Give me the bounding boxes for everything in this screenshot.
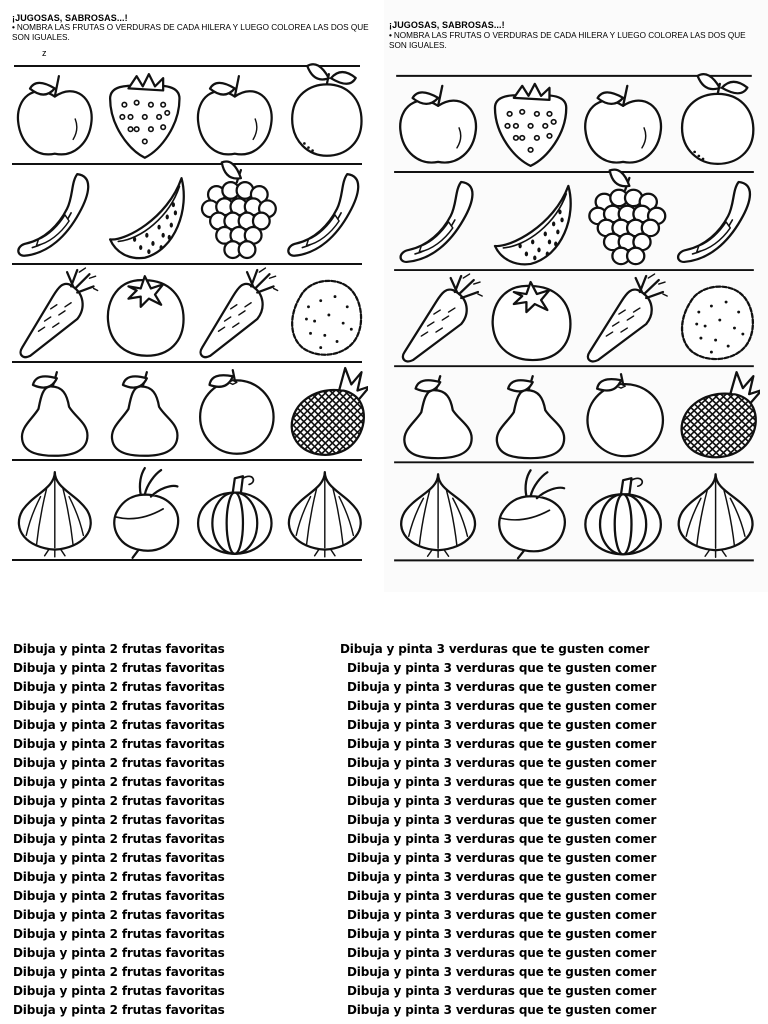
fruit-line: Dibuja y pinta 2 frutas favoritas	[13, 984, 225, 998]
worksheet-title: ¡JUGOSAS, SABROSAS...!	[12, 13, 128, 23]
vegetable-line: Dibuja y pinta 3 verduras que te gusten comer	[347, 832, 657, 846]
vegetable-line: Dibuja y pinta 3 verduras que te gusten comer	[347, 1003, 657, 1017]
apple-icon	[18, 76, 92, 154]
vegetable-line: Dibuja y pinta 3 verduras que te gusten comer	[347, 946, 657, 960]
pumpkin-icon	[198, 476, 271, 554]
grapes-icon	[202, 159, 276, 258]
watermelon-slice-icon	[495, 186, 571, 264]
apple-icon	[400, 86, 476, 163]
vegetable-line: Dibuja y pinta 3 verduras que te gusten comer	[347, 813, 657, 827]
vegetable-line: Dibuja y pinta 3 verduras que te gusten comer	[347, 756, 657, 770]
beet-icon	[114, 468, 178, 558]
potato-icon	[682, 287, 753, 359]
vegetable-line: Dibuja y pinta 3 verduras que te gusten comer	[347, 680, 657, 694]
vegetable-line: Dibuja y pinta 3 verduras que te gusten comer	[340, 642, 650, 656]
vegetable-line: Dibuja y pinta 3 verduras que te gusten comer	[347, 661, 657, 675]
pear-icon	[497, 375, 564, 458]
fruit-line: Dibuja y pinta 2 frutas favoritas	[13, 737, 225, 751]
onion-icon	[679, 474, 753, 557]
vegetable-line: Dibuja y pinta 3 verduras que te gusten comer	[347, 794, 657, 808]
vegetable-line: Dibuja y pinta 3 verduras que te gusten comer	[347, 699, 657, 713]
apple-icon	[585, 86, 661, 163]
worksheet-instruction	[12, 23, 372, 43]
tomato-icon	[493, 282, 571, 360]
grapes-icon	[589, 167, 665, 264]
potato-icon	[292, 281, 361, 355]
fruit-line: Dibuja y pinta 2 frutas favoritas	[13, 965, 225, 979]
fruit-line: Dibuja y pinta 2 frutas favoritas	[13, 870, 225, 884]
vegetable-line: Dibuja y pinta 3 verduras que te gusten comer	[347, 775, 657, 789]
orange-icon	[587, 373, 662, 456]
fruit-line: Dibuja y pinta 2 frutas favoritas	[13, 927, 225, 941]
vegetable-line: Dibuja y pinta 3 verduras que te gusten comer	[347, 718, 657, 732]
lemon-icon	[682, 72, 753, 164]
onion-icon	[401, 474, 475, 557]
fruit-line: Dibuja y pinta 2 frutas favoritas	[13, 832, 225, 846]
pumpkin-icon	[585, 478, 660, 554]
vegetable-line: Dibuja y pinta 3 verduras que te gusten comer	[347, 737, 657, 751]
banana-icon	[401, 182, 473, 262]
onion-icon	[289, 472, 361, 557]
lemon-icon	[292, 62, 361, 156]
vegetable-line: Dibuja y pinta 3 verduras que te gusten comer	[347, 870, 657, 884]
vegetable-line: Dibuja y pinta 3 verduras que te gusten comer	[347, 927, 657, 941]
fruit-line: Dibuja y pinta 2 frutas favoritas	[13, 718, 225, 732]
carrot-icon	[201, 268, 278, 357]
fruit-line: Dibuja y pinta 2 frutas favoritas	[13, 661, 225, 675]
vegetable-line: Dibuja y pinta 3 verduras que te gusten comer	[347, 851, 657, 865]
vegetable-line: Dibuja y pinta 3 verduras que te gusten comer	[347, 965, 657, 979]
worksheet-left	[0, 0, 376, 592]
banana-icon	[288, 174, 358, 256]
pear-icon	[404, 375, 471, 458]
fruit-line: Dibuja y pinta 2 frutas favoritas	[13, 946, 225, 960]
fruit-line: Dibuja y pinta 2 frutas favoritas	[13, 851, 225, 865]
strawberry-icon	[110, 74, 179, 158]
fruit-lines-column	[13, 640, 225, 1020]
banana-icon	[18, 174, 88, 256]
fruit-line: Dibuja y pinta 2 frutas favoritas	[13, 756, 225, 770]
fruit-line: Dibuja y pinta 2 frutas favoritas	[13, 680, 225, 694]
vegetable-line: Dibuja y pinta 3 verduras que te gusten comer	[347, 908, 657, 922]
instruction-bullet: •	[12, 23, 15, 32]
pear-icon	[22, 371, 88, 456]
worksheet-title: ¡JUGOSAS, SABROSAS...!	[389, 20, 505, 30]
orange-icon	[200, 369, 273, 454]
worksheet-right	[384, 0, 768, 592]
tomato-icon	[108, 276, 184, 356]
fruit-vegetable-grid	[390, 70, 760, 580]
onion-icon	[19, 472, 91, 557]
carrot-icon	[403, 274, 482, 361]
banana-icon	[678, 182, 750, 262]
carrot-icon	[588, 274, 667, 361]
carrot-icon	[21, 268, 98, 357]
vegetable-line: Dibuja y pinta 3 verduras que te gusten comer	[347, 984, 657, 998]
instruction-text: NOMBRA LAS FRUTAS O VERDURAS DE CADA HILERA Y LUEGO COLOREA LAS DOS QUE SON IGUALES.	[12, 23, 369, 42]
strawberry-icon	[495, 84, 566, 166]
pear-icon	[112, 371, 178, 456]
fruit-line: Dibuja y pinta 2 frutas favoritas	[13, 775, 225, 789]
fruit-line: Dibuja y pinta 2 frutas favoritas	[13, 889, 225, 903]
vegetable-lines-column	[340, 640, 656, 1020]
instruction-bullet: •	[389, 31, 392, 40]
worksheet-instruction	[389, 31, 761, 51]
fruit-line: Dibuja y pinta 2 frutas favoritas	[13, 699, 225, 713]
beet-icon	[499, 470, 565, 558]
fruit-line: Dibuja y pinta 2 frutas favoritas	[13, 794, 225, 808]
vegetable-line: Dibuja y pinta 3 verduras que te gusten comer	[347, 889, 657, 903]
fruit-line: Dibuja y pinta 2 frutas favoritas	[13, 1003, 225, 1017]
handwritten-mark: z	[42, 48, 47, 58]
watermelon-slice-icon	[110, 178, 184, 258]
instruction-text: NOMBRA LAS FRUTAS O VERDURAS DE CADA HILERA Y LUEGO COLOREA LAS DOS QUE SON IGUALES.	[389, 31, 746, 50]
apple-icon	[198, 76, 272, 154]
fruit-line: Dibuja y pinta 2 frutas favoritas	[13, 813, 225, 827]
fruit-vegetable-grid	[8, 60, 368, 580]
fruit-line: Dibuja y pinta 2 frutas favoritas	[13, 908, 225, 922]
fruit-line: Dibuja y pinta 2 frutas favoritas	[13, 642, 225, 656]
